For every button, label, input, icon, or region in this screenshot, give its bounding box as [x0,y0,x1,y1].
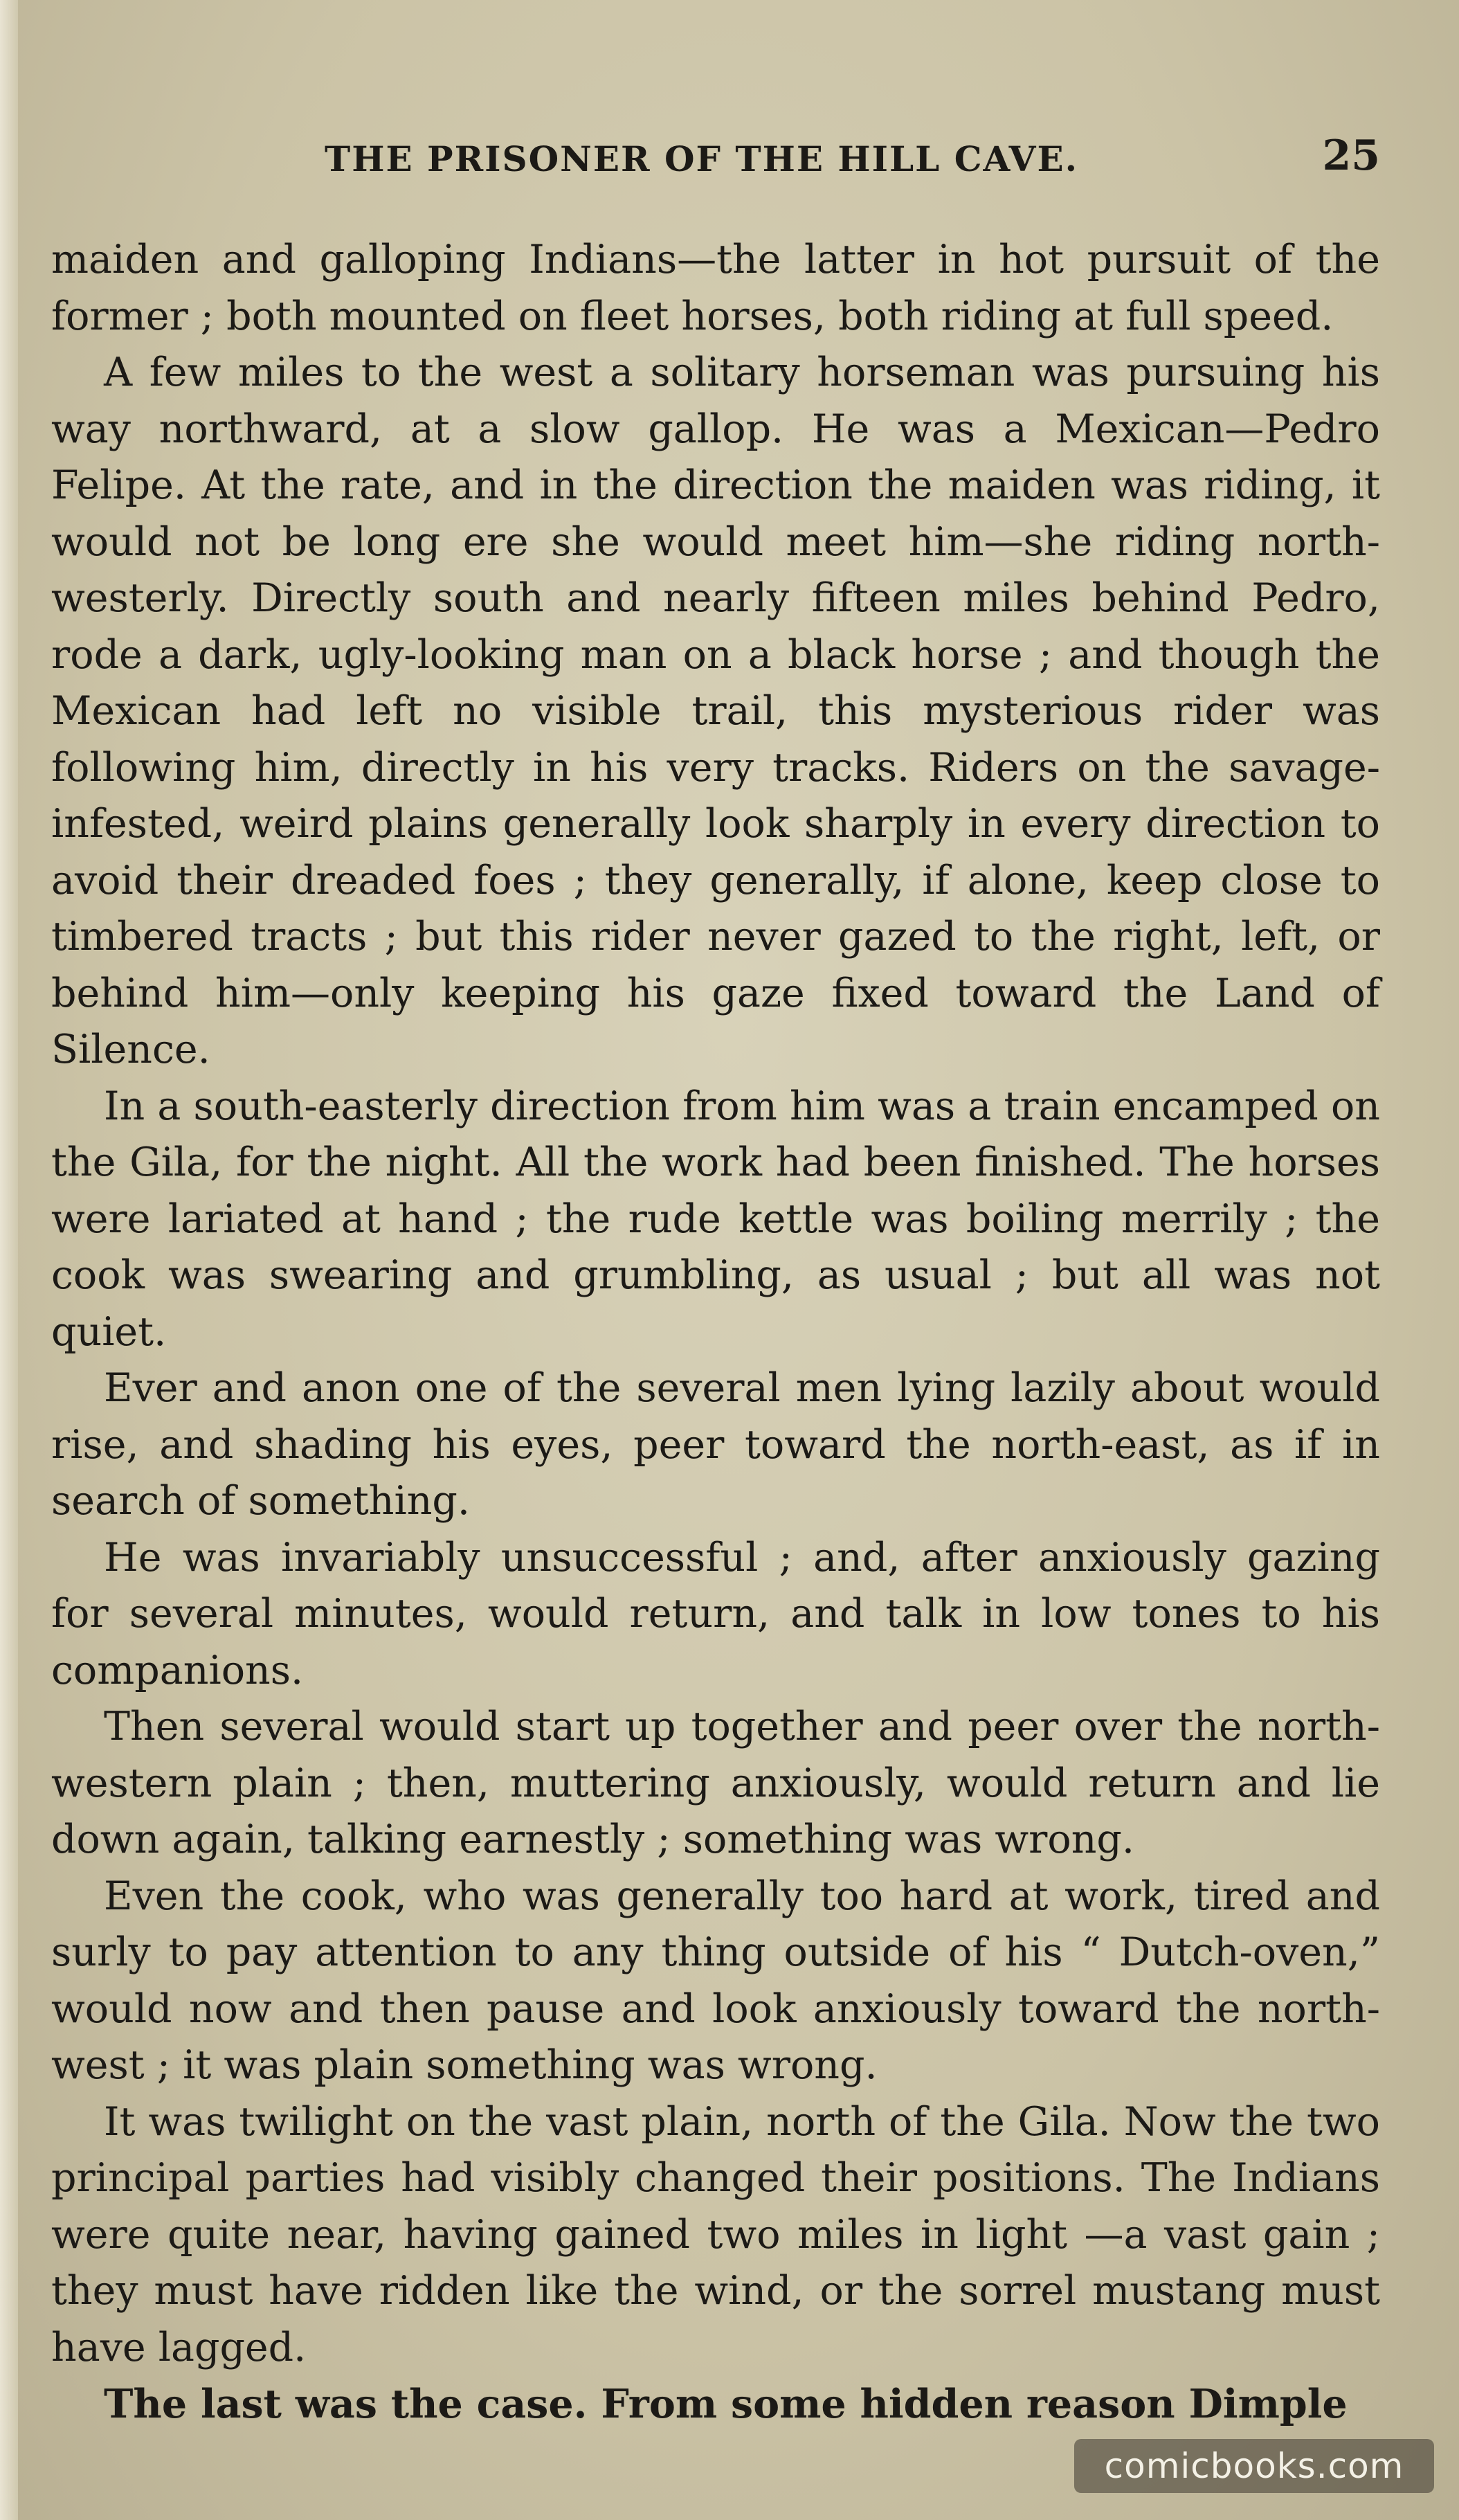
paragraph: It was twilight on the vast plain, north of the Gila. Now the two principal parties had visibly changed their positions. The Indians were quite near, having gained two miles in light —a vast gain ; they must have ridden like the wind, or the sorrel mustang must have lagged. [51,2098,1380,2370]
running-title: THE PRISONER OF THE HILL CAVE. [325,138,1078,179]
paragraph: Then several would start up together and peer over the north-western plain ; then, muttering anxiously, would return and lie down again, talking earnestly ; something was wrong. [51,1704,1380,1862]
page-edge-shadow [0,0,18,2520]
body-text [51,232,1380,2433]
page-header [51,132,1380,187]
paragraph: In a south-easterly direction from him was a train encamped on the Gila, for the night. All the work had been finished. The horses were lariated at hand ; the rude kettle was boiling merrily ; the cook was swearing and grumbling, as usual ; but all was not quiet. [51,1083,1380,1355]
watermark: comicbooks.com [1074,2439,1434,2493]
paragraph: He was invariably unsuccessful ; and, after anxiously gazing for several minutes, would return, and talk in low tones to his companions. [51,1534,1380,1693]
paragraph: Ever and anon one of the several men lying lazily about would rise, and shading his eyes, peer toward the north-east, as if in search of something. [51,1365,1380,1524]
page-number: 25 [1322,132,1380,180]
paragraph: Even the cook, who was generally too hard at work, tired and surly to pay attention to any thing outside of his “ Dutch-oven,” would now and then pause and look anxiously toward the north-west ; it was plain something was wrong. [51,1873,1380,2088]
paragraph: The last was the case. From some hidden reason Dimple [104,2381,1348,2427]
paragraph: A few miles to the west a solitary horseman was pursuing his way northward, at a slow gallop. He was a Mexican—Pedro Felipe. At the rate, and in the direction the maiden was riding, it would not be long ere she would meet him—she riding north-westerly. Directly south and nearly fifteen miles behind Pedro, rode a dark, ugly-looking man on a black horse ; and though the Mexican had left no visible trail, this mysterious rider was following him, directly in his very tracks. Riders on the savage-infested, weird plains generally look sharply in every direction to avoid their dreaded foes ; they generally, if alone, keep close to timbered tracts ; but this rider never gazed to the right, left, or behind him—only keeping his gaze fixed toward the Land of Silence. [51,350,1380,1072]
paragraph: maiden and galloping Indians—the latter in hot pursuit of the former ; both mounted on fleet horses, both riding at full speed. [51,237,1380,339]
